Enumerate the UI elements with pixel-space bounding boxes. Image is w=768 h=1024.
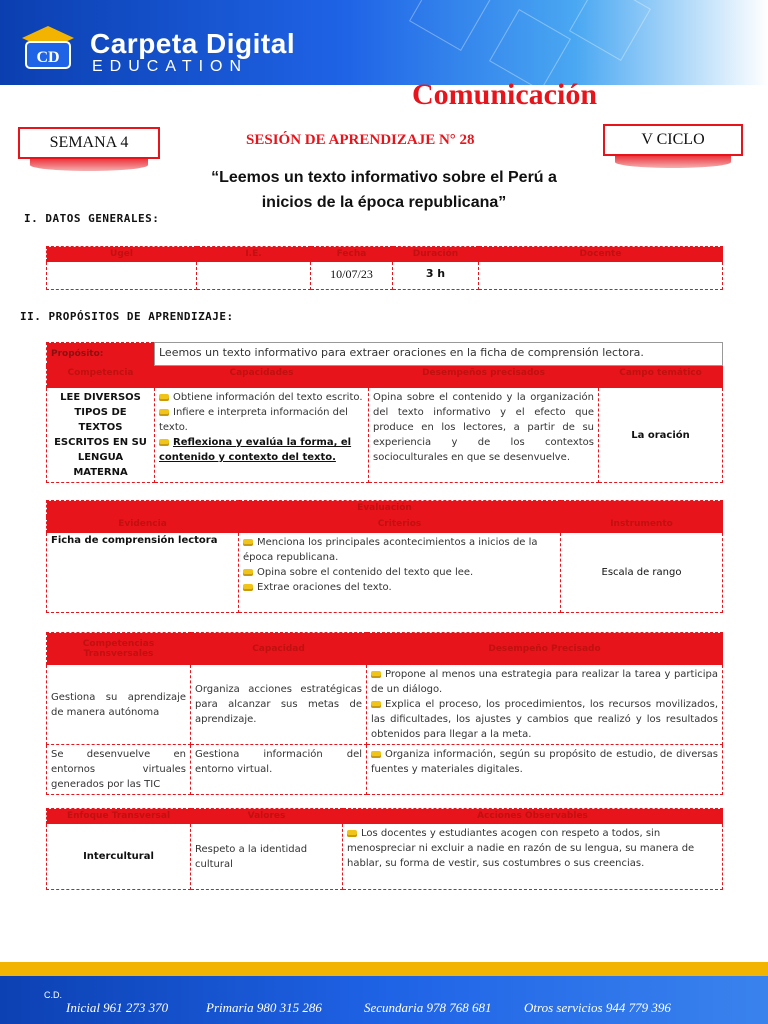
- proposito-label: Propósito:: [47, 343, 155, 366]
- transversal-competencia: Gestiona su aprendizaje de manera autónoma: [47, 665, 191, 745]
- propositos-header-row: [47, 366, 723, 388]
- transversal-capacidad: Gestiona información del entorno virtual.: [191, 745, 367, 795]
- bullet-icon: [159, 439, 169, 446]
- footer-stripe: [0, 962, 768, 976]
- desempeno-text: Organiza información, según su propósito de estudio, de diversas fuentes y materiales digitales.: [371, 749, 718, 775]
- header-enfoque: Enfoque Transversal: [47, 809, 191, 824]
- footer-inicial: Inicial 961 273 370: [66, 1000, 169, 1015]
- datos-header-ie: I.E.: [197, 247, 311, 262]
- transversal-competencia: Se desenvuelve en entornos virtuales generados por las TIC: [47, 745, 191, 795]
- datos-ugel-value: [47, 262, 197, 290]
- campo-cell: La oración: [599, 388, 723, 483]
- transversal-row: [47, 745, 723, 795]
- propositos-content-row: [47, 388, 723, 483]
- datos-header-docente: Docente: [479, 247, 723, 262]
- datos-value-row: [47, 262, 723, 290]
- evaluacion-title-row: [47, 501, 723, 517]
- sesion-title: SESIÓN DE APRENDIZAJE N° 28: [246, 132, 475, 148]
- capacidad-text: Obtiene información del texto escrito.: [173, 392, 363, 403]
- capacidades-cell: [155, 388, 369, 483]
- header-desempeno-precisado: Desempeño Precisado: [367, 633, 723, 665]
- bullet-icon: [243, 539, 253, 546]
- section-heading-datos: I. DATOS GENERALES:: [24, 212, 160, 225]
- capacidad-item: [159, 405, 364, 435]
- acciones-text: Los docentes y estudiantes acogen con respeto a todos, sin menospreciar ni excluir a nadie en razón de su lengua, su manera de hablar, su forma de vestir, sus costumbres o sus creencias.: [347, 828, 695, 869]
- desempeno-cell: Opina sobre el contenido y la organización del texto informativo y el efecto que produce en los lectores, a partir de su experiencia y de los contextos socioculturales en que se desenvuelve.: [369, 388, 599, 483]
- criterio-text: Extrae oraciones del texto.: [257, 582, 392, 593]
- proposito-row: [47, 343, 723, 366]
- desempeno-text: Propone al menos una estrategia para realizar la tarea y participa de un diálogo.: [371, 669, 718, 695]
- header-competencias-transversales: Competencias Transversales: [47, 633, 191, 665]
- evaluacion-header-row: [47, 517, 723, 533]
- header-acciones: Acciones Observables: [343, 809, 723, 824]
- bullet-icon: [371, 701, 381, 708]
- footer-logo: C.D.: [44, 990, 62, 1000]
- header-instrumento: Instrumento: [561, 517, 723, 533]
- datos-header-row: [47, 247, 723, 262]
- bullet-icon: [371, 751, 381, 758]
- section-heading-propositos: II. PROPÓSITOS DE APRENDIZAJE:: [20, 310, 234, 323]
- propositos-table: [46, 342, 723, 483]
- semana-box: SEMANA 4: [18, 127, 160, 159]
- transversal-capacidad: Organiza acciones estratégicas para alcanzar sus metas de aprendizaje.: [191, 665, 367, 745]
- criterio-text: Opina sobre el contenido del texto que lee.: [257, 567, 474, 578]
- datos-docente-value: [479, 262, 723, 290]
- datos-fecha-value: 10/07/23: [311, 262, 393, 290]
- subject-title: Comunicación: [412, 78, 598, 111]
- enfoque-table: [46, 808, 723, 890]
- header-evidencia: Evidencia: [47, 517, 239, 533]
- criterios-cell: [239, 533, 561, 613]
- datos-table: [46, 246, 723, 290]
- transversal-row: [47, 665, 723, 745]
- enfoque-content-row: [47, 824, 723, 890]
- header-campo: Campo temático: [599, 366, 723, 388]
- enfoque-cell: Intercultural: [47, 824, 191, 890]
- valores-cell: Respeto a la identidad cultural: [191, 824, 343, 890]
- bullet-icon: [159, 409, 169, 416]
- header-competencia: Competencia: [47, 366, 155, 388]
- criterio-item: [243, 565, 556, 580]
- header-capacidades: Capacidades: [155, 366, 369, 388]
- header-capacidad: Capacidad: [191, 633, 367, 665]
- footer-banner: [0, 954, 768, 1024]
- capacidad-text: Reflexiona y evalúa la forma, el contenido y contexto del texto.: [159, 437, 352, 463]
- bullet-icon: [347, 830, 357, 837]
- footer-otros: Otros servicios 944 779 396: [524, 1000, 671, 1015]
- datos-header-ugel: Ugel: [47, 247, 197, 262]
- criterio-item: [243, 535, 556, 565]
- evidencia-cell: Ficha de comprensión lectora: [47, 533, 239, 613]
- session-title-line-1: “Leemos un texto informativo sobre el Perú a: [211, 169, 557, 186]
- header-valores: Valores: [191, 809, 343, 824]
- desempeno-text: Explica el proceso, los procedimientos, los recursos movilizados, las dificultades, los ajustes y cambios que realizó y los resultados obtenidos para llegar a la meta.: [371, 699, 718, 740]
- capacidad-item: [159, 390, 364, 405]
- desempeno-item: [371, 747, 718, 777]
- session-title-line-2: inicios de la época republicana”: [261, 194, 507, 211]
- bullet-icon: [243, 584, 253, 591]
- datos-header-duracion: Duración: [393, 247, 479, 262]
- logo-badge-text: CD: [36, 49, 60, 66]
- enfoque-header-row: [47, 809, 723, 824]
- evaluacion-table: [46, 500, 723, 613]
- brand-sub: EDUCATION: [92, 58, 249, 75]
- header-criterios: Criterios: [239, 517, 561, 533]
- acciones-cell: [343, 824, 723, 890]
- transversales-table: [46, 632, 723, 795]
- footer-secundaria: Secundaria 978 768 681: [364, 1000, 492, 1015]
- header-banner: [0, 0, 768, 85]
- datos-ie-value: [197, 262, 311, 290]
- instrumento-cell: Escala de rango: [561, 533, 723, 613]
- datos-duracion-value: 3 h: [393, 262, 479, 290]
- capacidad-text: Infiere e interpreta información del texto.: [159, 407, 348, 433]
- bullet-icon: [243, 569, 253, 576]
- transversal-desempenos: [367, 665, 723, 745]
- competencia-cell: LEE DIVERSOS TIPOS DE TEXTOS ESCRITOS EN SU LENGUA MATERNA: [47, 388, 155, 483]
- bullet-icon: [371, 671, 381, 678]
- desempeno-item: [371, 697, 718, 742]
- capacidad-item: [159, 435, 364, 465]
- footer-primaria: Primaria 980 315 286: [206, 1000, 322, 1015]
- ciclo-box: V CICLO: [603, 124, 743, 156]
- proposito-text: Leemos un texto informativo para extraer oraciones en la ficha de comprensión lectora.: [155, 343, 723, 366]
- transversales-header-row: [47, 633, 723, 665]
- criterio-text: Menciona los principales acontecimientos a inicios de la época republicana.: [243, 537, 538, 563]
- header-desempenos: Desempeños precisados: [369, 366, 599, 388]
- evaluacion-content-row: [47, 533, 723, 613]
- desempeno-item: [371, 667, 718, 697]
- brand-name: Carpeta Digital: [90, 28, 296, 59]
- criterio-item: [243, 580, 556, 595]
- transversal-desempenos: [367, 745, 723, 795]
- brand-logo-icon: [12, 8, 84, 80]
- bullet-icon: [159, 394, 169, 401]
- datos-header-fecha: Fecha: [311, 247, 393, 262]
- evaluacion-title: Evaluación: [47, 501, 723, 517]
